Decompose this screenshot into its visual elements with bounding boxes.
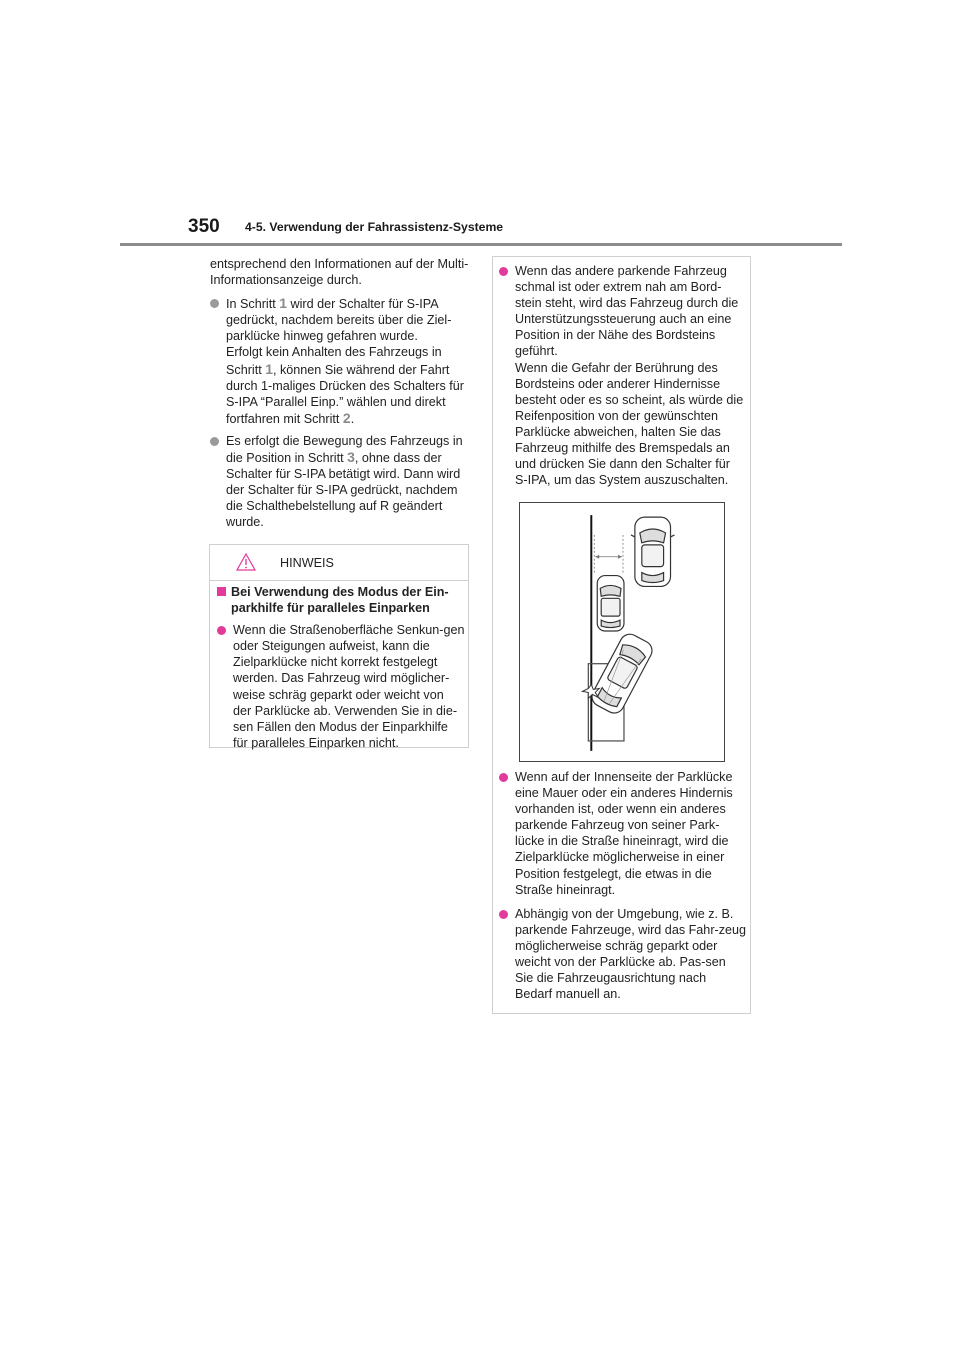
bullet-icon — [499, 267, 508, 276]
parked-car-narrow — [597, 576, 624, 631]
notice-subheading: Bei Verwendung des Modus der Ein-parkhilfe für paralleles Einparken — [217, 584, 465, 616]
header-rule — [120, 243, 842, 246]
right-box — [492, 256, 751, 1014]
section-title: 4-5. Verwendung der Fahrassistenz-Systeme — [245, 220, 504, 234]
step-number: 1 — [279, 295, 287, 312]
notice-divider — [210, 580, 468, 581]
moving-car — [589, 631, 656, 717]
parking-illustration — [519, 502, 725, 762]
square-bullet-icon — [217, 587, 226, 596]
bullet-icon — [210, 299, 219, 308]
intro-text: entsprechend den Informationen auf der Multi-Informationsanzeige durch. — [210, 257, 469, 288]
right-body-bottom — [499, 769, 746, 1010]
right-body-top — [499, 263, 746, 494]
list-item: Abhängig von der Umgebung, wie z. B. parkende Fahrzeuge, wird das Fahr-zeug möglicherweise schräg geparkt oder weicht von der Parklücke ab. Pas-sen Sie die Fahrzeugausrichtung nach Bedarf manuell an. — [499, 906, 746, 1003]
list-item: Wenn auf der Innenseite der Parklücke eine Mauer oder ein anderes Hindernis vorhanden ist, oder wenn ein anderes parkende Fahrzeug von seiner Park-lücke in die Straße hineinragt, wird die Zielparklücke möglicherweise in einer Position festgelegt, die etwas in die Straße hineinragt. — [499, 769, 746, 898]
bullet-icon — [499, 910, 508, 919]
bullet-icon — [499, 773, 508, 782]
notice-body — [217, 584, 465, 757]
step-number: 3 — [347, 449, 355, 466]
page-number: 350 — [188, 216, 220, 237]
list-item: Wenn die Straßenoberfläche Senkun-gen oder Steigungen aufweist, kann die Zielparklücke nicht korrekt festgelegt werden. Das Fahrzeug wird möglicher-weise schräg geparkt oder weicht von der Parklücke ab. Verwenden Sie in die-sen Fällen den Modus der Einparkhilfe für paralleles Einparken nicht. — [217, 622, 465, 751]
parked-car-top — [631, 517, 675, 586]
step-number: 2 — [342, 409, 351, 426]
notice-box — [209, 544, 469, 748]
bullet-icon — [217, 626, 226, 635]
list-item: Es erfolgt die Bewegung des Fahrzeugs in die Position in Schritt 3, ohne dass der Schalter für S-IPA betätigt wird. Dann wird der Schalter für S-IPA gedrückt, nachdem die Schalthebelstellung auf R geändert wurde. — [210, 433, 472, 531]
bullet-icon — [210, 437, 219, 446]
left-column — [210, 256, 472, 537]
warning-triangle-icon — [236, 553, 256, 571]
list-item: Wenn das andere parkende Fahrzeug schmal ist oder extrem nah am Bord-stein steht, wird das Fahrzeug durch die Unterstützungssteuerung auch an eine Position in der Nähe des Bordsteins geführt. Wenn die Gefahr der Berührung des Bordsteins oder anderer Hindernisse besteht oder es so scheint, als würde die Reifenposition von der gewünschten Parklücke abweichen, halten Sie das Fahrzeug mithilfe des Bremspedals an und drücken Sie dann den Schalter für S-IPA, um das System auszuschalten. — [499, 263, 746, 488]
step-number: 1 — [265, 360, 273, 377]
notice-title: HINWEIS — [280, 556, 334, 570]
list-item: In Schritt 1 wird der Schalter für S-IPA gedrückt, nachdem bereits über die Ziel-parklücke hinweg gefahren wurde. Erfolgt kein Anhalten des Fahrzeugs in Schritt 1, können Sie während der Fahrt durch 1-maliges Drücken des Schalters für S-IPA “Parallel Einp.” wählen und direkt fortfahren mit Schritt 2. — [210, 295, 472, 427]
